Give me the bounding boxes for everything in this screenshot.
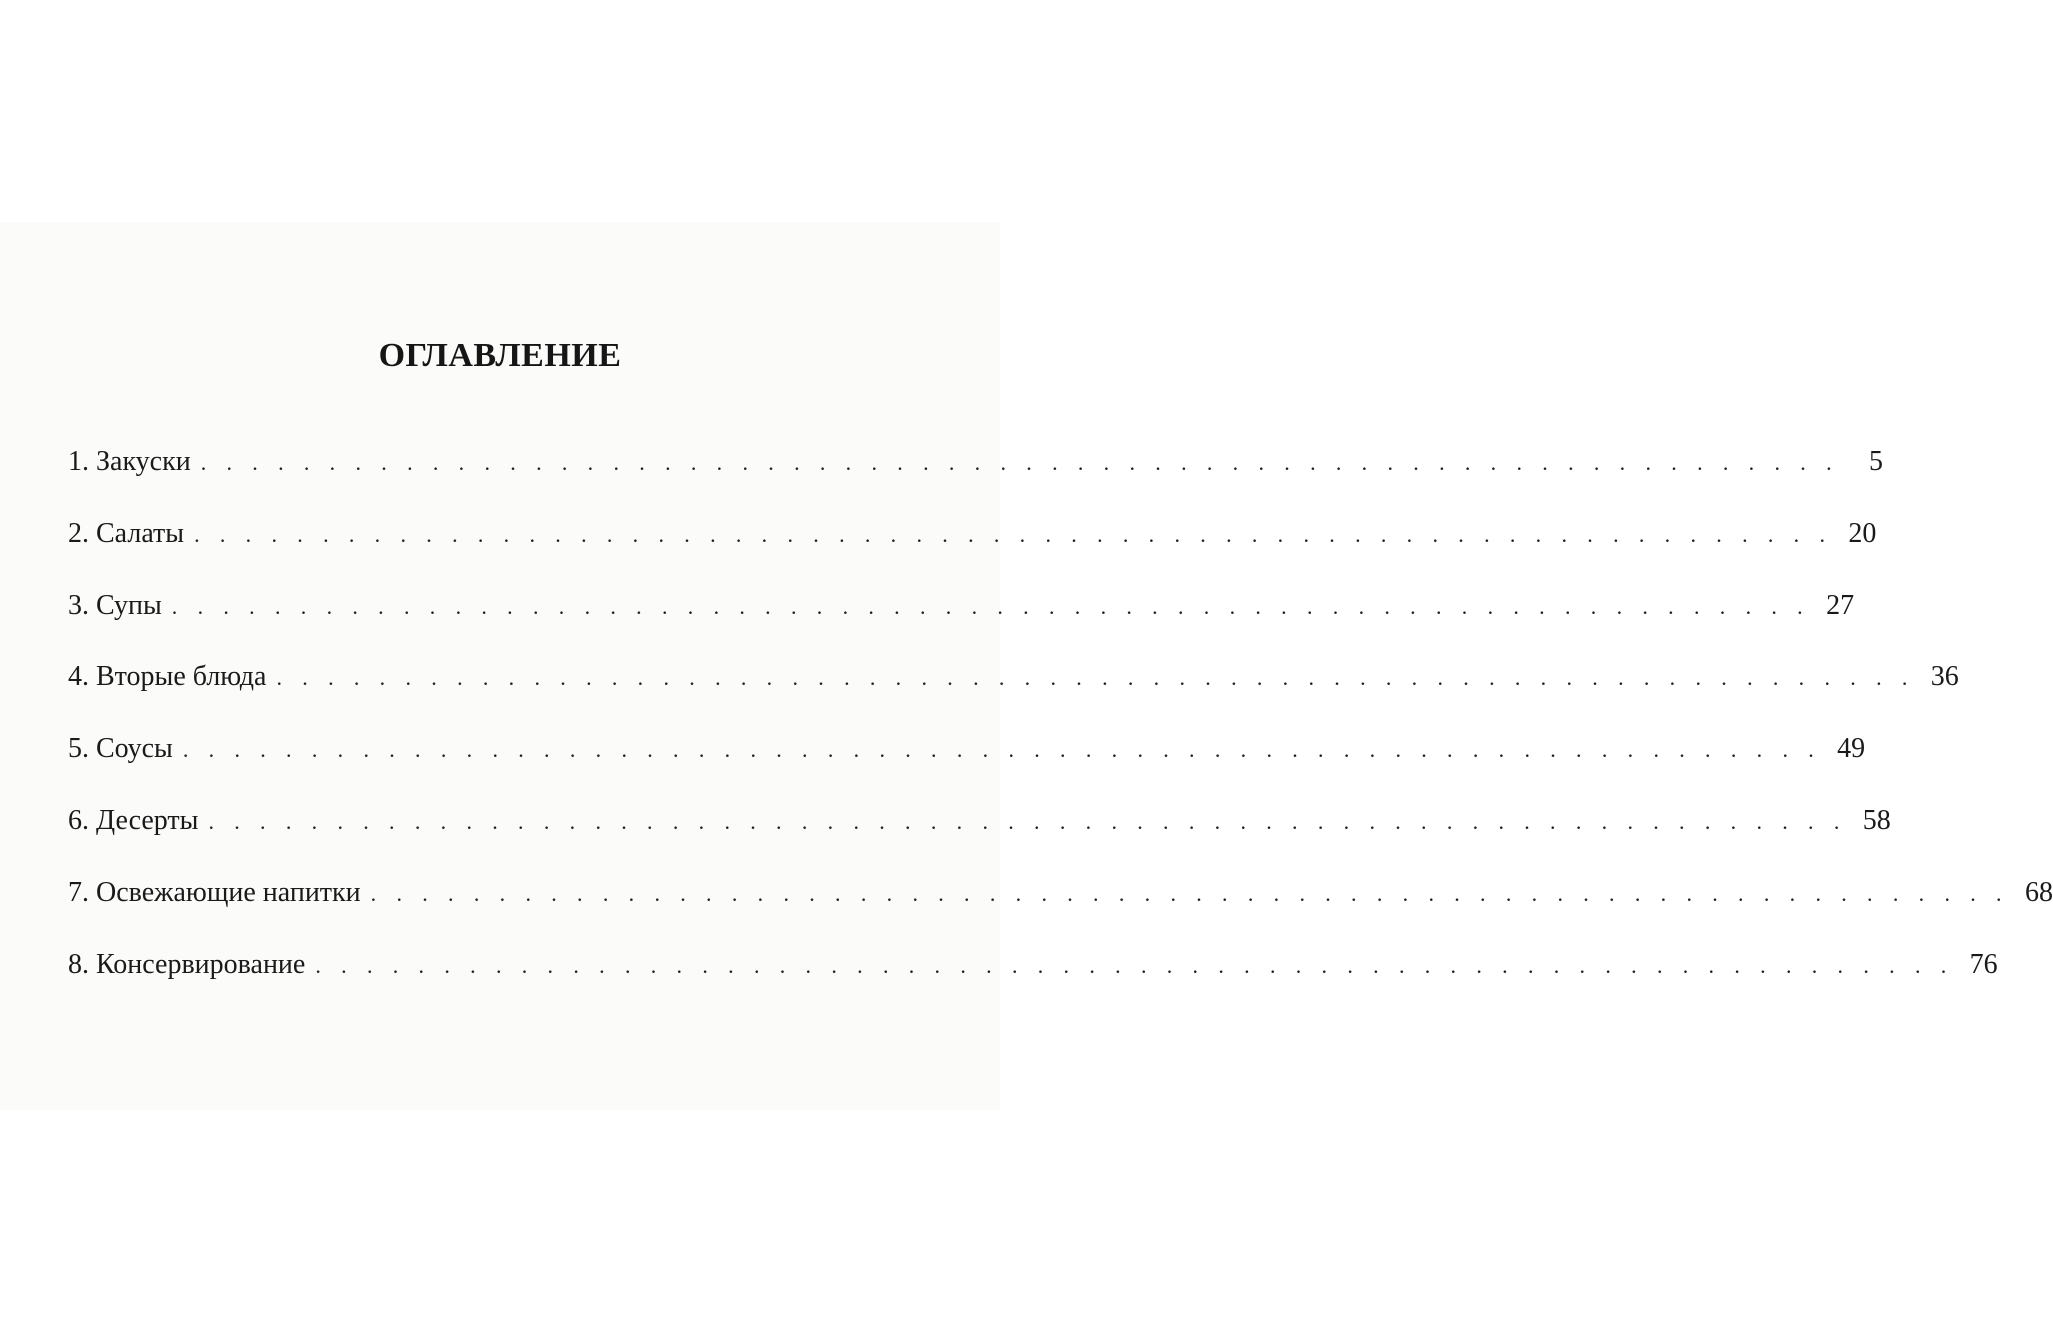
toc-entry-7 (68, 871, 2053, 943)
dot-leader: . . . . . . . . . . . . . . . . . . . . . . . . . . . . . . . . . . . . . . . . . . . . . . . . . . . . . . . . . . . . . . . . (200, 450, 1839, 475)
toc-entry-label: 2. Салаты (68, 517, 185, 549)
dot-leader: . . . . . . . . . . . . . . . . . . . . . . . . . . . . . . . . . . . . . . . . . . . . . . . . . . . . . . . . . . . . . . . . (208, 808, 1847, 834)
toc-entry-8 (68, 943, 1998, 1015)
toc-entry-2 (68, 512, 1877, 584)
toc-entry-1 (68, 440, 1883, 512)
toc-entry-5 (68, 727, 1866, 799)
table-of-contents (68, 440, 2053, 1014)
toc-entry-page: 5 (1869, 446, 1883, 477)
toc-entry-6 (68, 799, 1891, 871)
dot-leader: . . . . . . . . . . . . . . . . . . . . . . . . . . . . . . . . . . . . . . . . . . . . . . . . . . . . . . . . . . . . . . . . (171, 593, 1811, 619)
dot-leader: . . . . . . . . . . . . . . . . . . . . . . . . . . . . . . . . . . . . . . . . . . . . . . . . . . . . . . . . . . . . . . . . (182, 737, 1822, 763)
toc-entry-page: 36 (1930, 661, 1959, 693)
toc-entry-4 (68, 655, 1959, 727)
toc-entry-label: 3. Супы (68, 589, 162, 621)
toc-entry-page: 58 (1862, 804, 1891, 836)
toc-entry-page: 68 (2024, 876, 2053, 908)
toc-entry-3 (68, 584, 1855, 656)
toc-entry-label: 7. Освежающие напитки (68, 876, 361, 908)
toc-entry-label: 8. Консервирование (68, 948, 306, 980)
dot-leader: . . . . . . . . . . . . . . . . . . . . . . . . . . . . . . . . . . . . . . . . . . . . . . . . . . . . . . . . . . . . . . . . (276, 665, 1915, 691)
toc-entry-label: 1. Закуски (68, 446, 191, 477)
toc-entry-label: 4. Вторые блюда (68, 661, 267, 693)
toc-entry-label: 6. Десерты (68, 804, 199, 836)
toc-entry-page: 27 (1826, 589, 1855, 621)
toc-entry-page: 49 (1837, 733, 1866, 765)
toc-entry-page: 20 (1848, 517, 1877, 549)
dot-leader: . . . . . . . . . . . . . . . . . . . . . . . . . . . . . . . . . . . . . . . . . . . . . . . . . . . . . . . . . . . . . . . . (370, 880, 2009, 906)
page-title: ОГЛАВЛЕНИЕ (378, 337, 622, 374)
toc-entry-page: 76 (1969, 948, 1998, 980)
toc-entry-label: 5. Соусы (68, 733, 173, 765)
dot-leader: . . . . . . . . . . . . . . . . . . . . . . . . . . . . . . . . . . . . . . . . . . . . . . . . . . . . . . . . . . . . . . . . (315, 952, 1954, 978)
dot-leader: . . . . . . . . . . . . . . . . . . . . . . . . . . . . . . . . . . . . . . . . . . . . . . . . . . . . . . . . . . . . . . . . (194, 521, 1833, 547)
